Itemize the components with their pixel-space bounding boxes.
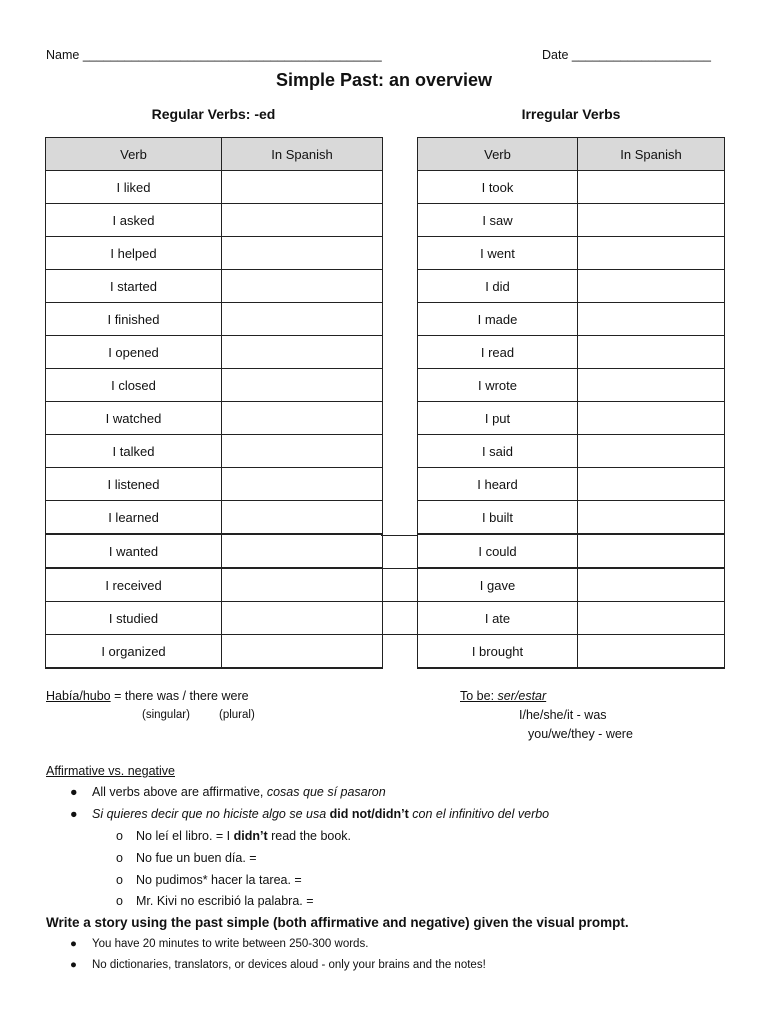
to-be-plural-line: you/we/they - were (528, 727, 633, 741)
table-row (46, 602, 383, 635)
column-header-in-spanish: In Spanish (578, 138, 725, 171)
verb-cell: I did (418, 270, 578, 303)
table-row (46, 270, 383, 303)
verb-cell: I closed (46, 369, 222, 402)
verb-cell: I ate (418, 602, 578, 635)
verb-cell: I asked (46, 204, 222, 237)
to-be-singular-line: I/he/she/it - was (519, 708, 607, 722)
spanish-answer-cell[interactable] (578, 435, 725, 468)
spanish-answer-cell[interactable] (222, 336, 383, 369)
verb-cell: I saw (418, 204, 578, 237)
verb-cell: I brought (418, 635, 578, 669)
table-row (418, 468, 725, 501)
spanish-answer-cell[interactable] (578, 635, 725, 669)
story-instruction-title: Write a story using the past simple (both affirmative and negative) given the visual prompt. (46, 915, 629, 930)
spanish-answer-cell[interactable] (222, 568, 383, 602)
irregular-verbs-table (417, 137, 725, 669)
verb-cell: I said (418, 435, 578, 468)
spanish-answer-cell[interactable] (578, 237, 725, 270)
table-gap-divider (381, 568, 418, 569)
affirmative-heading: Affirmative vs. negative (46, 764, 175, 778)
verb-cell: I went (418, 237, 578, 270)
column-header-verb: Verb (46, 138, 222, 171)
table-row (418, 501, 725, 535)
table-row (418, 635, 725, 669)
spanish-answer-cell[interactable] (578, 568, 725, 602)
table-row (46, 635, 383, 669)
table-row (418, 602, 725, 635)
list-item: ● No dictionaries, translators, or devices aloud - only your brains and the notes! (70, 959, 486, 971)
habia-plural: (plural) (219, 709, 255, 721)
date-field-label: Date ____________________ (542, 48, 711, 62)
to-be-heading (460, 689, 546, 703)
verb-cell: I wanted (46, 534, 222, 568)
table-gap-divider (381, 634, 418, 635)
to-be-label: To be: (460, 689, 498, 703)
verb-cell: I finished (46, 303, 222, 336)
table-row (418, 303, 725, 336)
spanish-answer-cell[interactable] (222, 237, 383, 270)
table-row (418, 402, 725, 435)
spanish-answer-cell[interactable] (578, 501, 725, 535)
spanish-answer-cell[interactable] (578, 171, 725, 204)
table-row (418, 237, 725, 270)
table-row (46, 237, 383, 270)
column-header-verb: Verb (418, 138, 578, 171)
table-row (418, 171, 725, 204)
table-row (46, 402, 383, 435)
verb-cell: I started (46, 270, 222, 303)
verb-cell: I read (418, 336, 578, 369)
verb-cell: I opened (46, 336, 222, 369)
verb-cell: I listened (46, 468, 222, 501)
spanish-answer-cell[interactable] (222, 171, 383, 204)
spanish-answer-cell[interactable] (222, 303, 383, 336)
table-row (418, 336, 725, 369)
verb-cell: I wrote (418, 369, 578, 402)
spanish-answer-cell[interactable] (222, 501, 383, 535)
table-row (46, 501, 383, 535)
sub-list-item: o Mr. Kivi no escribió la palabra. = (116, 894, 314, 908)
table-row (46, 534, 383, 568)
verb-cell: I liked (46, 171, 222, 204)
verb-cell: I gave (418, 568, 578, 602)
sub-list-item: o No leí el libro. = I didn’t read the book. (116, 829, 352, 843)
habia-term: Había/hubo (46, 689, 111, 703)
table-row (46, 468, 383, 501)
list-item: ● All verbs above are affirmative, cosas que sí pasaron (70, 785, 386, 799)
spanish-answer-cell[interactable] (222, 369, 383, 402)
spanish-answer-cell[interactable] (222, 204, 383, 237)
verb-cell: I watched (46, 402, 222, 435)
spanish-answer-cell[interactable] (222, 602, 383, 635)
spanish-answer-cell[interactable] (222, 270, 383, 303)
spanish-answer-cell[interactable] (578, 204, 725, 237)
name-field-label: Name ___________________________________________ (46, 48, 382, 62)
habia-definition: = there was / there were (110, 689, 249, 703)
spanish-answer-cell[interactable] (578, 402, 725, 435)
table-row (418, 270, 725, 303)
spanish-answer-cell[interactable] (222, 435, 383, 468)
verb-cell: I helped (46, 237, 222, 270)
table-row (46, 435, 383, 468)
sub-list-item: o No pudimos* hacer la tarea. = (116, 873, 302, 887)
list-item: ● You have 20 minutes to write between 250-300 words. (70, 938, 369, 950)
table-row (46, 369, 383, 402)
table-gap-divider (381, 535, 418, 536)
spanish-answer-cell[interactable] (222, 402, 383, 435)
spanish-answer-cell[interactable] (578, 369, 725, 402)
spanish-answer-cell[interactable] (578, 303, 725, 336)
verb-cell: I learned (46, 501, 222, 535)
to-be-term: ser/estar (497, 689, 547, 703)
verb-cell: I heard (418, 468, 578, 501)
verb-cell: I took (418, 171, 578, 204)
list-item: ● Si quieres decir que no hiciste algo se usa did not/didn’t con el infinitivo del verbo (70, 807, 550, 821)
irregular-verbs-heading: Irregular Verbs (521, 106, 621, 122)
table-row (46, 568, 383, 602)
regular-verbs-heading: Regular Verbs: -ed (151, 106, 276, 122)
table-row (418, 568, 725, 602)
verb-cell: I made (418, 303, 578, 336)
verb-cell: I received (46, 568, 222, 602)
habia-line (46, 689, 249, 703)
verb-cell: I put (418, 402, 578, 435)
spanish-answer-cell[interactable] (578, 270, 725, 303)
spanish-answer-cell[interactable] (222, 635, 383, 669)
verb-cell: I could (418, 534, 578, 568)
spanish-answer-cell[interactable] (222, 534, 383, 568)
table-row (46, 171, 383, 204)
column-header-in-spanish: In Spanish (222, 138, 383, 171)
table-row (418, 534, 725, 568)
spanish-answer-cell[interactable] (222, 468, 383, 501)
sub-list-item: o No fue un buen día. = (116, 851, 257, 865)
table-row (46, 303, 383, 336)
habia-singular: (singular) (142, 709, 190, 721)
regular-verbs-table (45, 137, 383, 669)
table-row (418, 435, 725, 468)
table-row (46, 204, 383, 237)
verb-cell: I studied (46, 602, 222, 635)
table-row (418, 369, 725, 402)
page-title: Simple Past: an overview (275, 70, 493, 90)
spanish-answer-cell[interactable] (578, 602, 725, 635)
table-row (46, 336, 383, 369)
spanish-answer-cell[interactable] (578, 534, 725, 568)
verb-cell: I built (418, 501, 578, 535)
spanish-answer-cell[interactable] (578, 468, 725, 501)
table-gap-divider (381, 601, 418, 602)
verb-cell: I organized (46, 635, 222, 669)
spanish-answer-cell[interactable] (578, 336, 725, 369)
verb-cell: I talked (46, 435, 222, 468)
table-row (418, 204, 725, 237)
